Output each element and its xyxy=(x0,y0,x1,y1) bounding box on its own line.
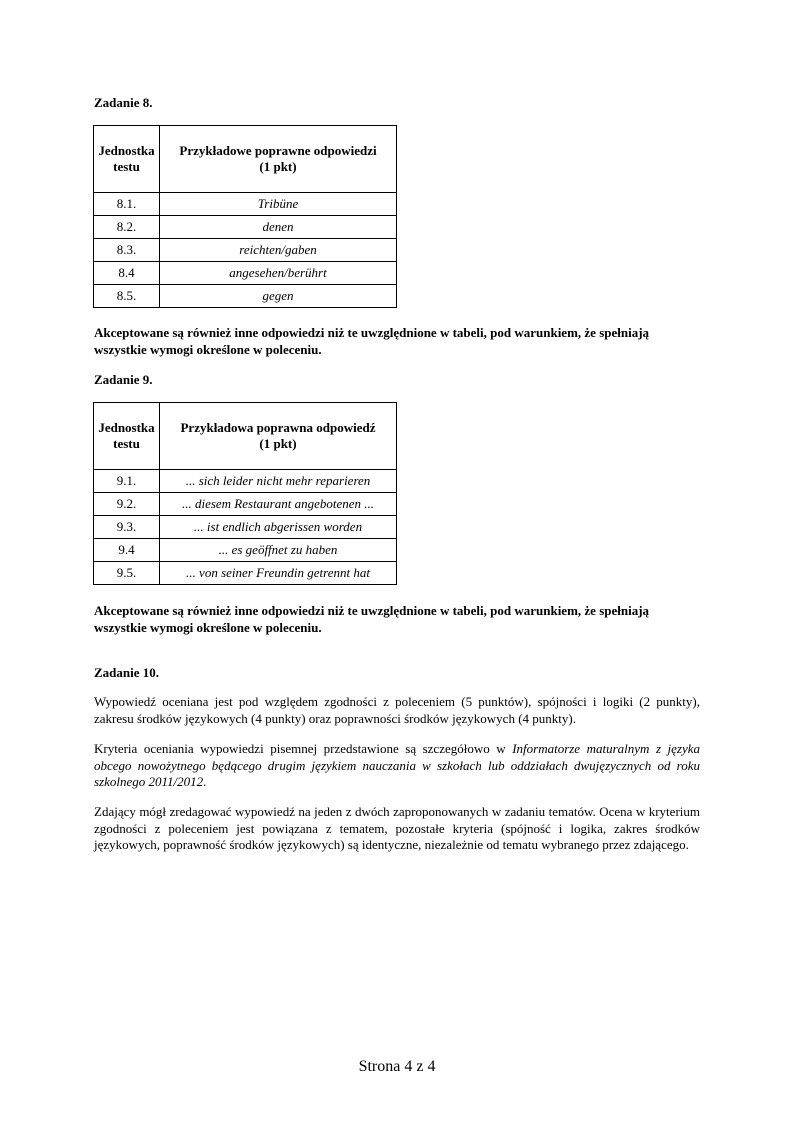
table-row xyxy=(94,493,397,516)
task10-paragraph-1: Wypowiedź oceniana jest pod względem zgodności z poleceniem (5 punktów), spójności i logiki (2 punkty), zakresu środków językowych (4 punkty) oraz poprawności środków językowych (4 punkty). xyxy=(94,694,700,726)
unit-cell: 8.5. xyxy=(94,285,160,308)
answer-cell: ... diesem Restaurant angebotenen ... xyxy=(160,493,397,516)
unit-cell: 8.3. xyxy=(94,239,160,262)
table-row xyxy=(94,216,397,239)
unit-cell: 9.5. xyxy=(94,562,160,585)
header-unit: Jednostka testu xyxy=(94,403,160,470)
task8-heading: Zadanie 8. xyxy=(94,95,153,110)
task9-heading: Zadanie 9. xyxy=(94,372,153,387)
table-row xyxy=(94,193,397,216)
unit-cell: 8.4 xyxy=(94,262,160,285)
table-row xyxy=(94,539,397,562)
answer-cell: denen xyxy=(160,216,397,239)
task10-paragraph-2: Kryteria oceniania wypowiedzi pisemnej przedstawione są szczegółowo w Informatorze maturalnym z języka obcego nowożytnego będącego drugim językiem nauczania w szkołach lub oddziałach dwujęzycznych od roku szkolnego 2011/2012. xyxy=(94,741,701,789)
task8-note: Akceptowane są również inne odpowiedzi niż te uwzględnione w tabeli, pod warunkiem, że spełniają wszystkie wymogi określone w poleceniu. xyxy=(94,325,650,357)
task10-heading: Zadanie 10. xyxy=(94,665,160,680)
task9-table xyxy=(93,402,397,585)
answer-cell: ... es geöffnet zu haben xyxy=(160,539,397,562)
unit-cell: 9.2. xyxy=(94,493,160,516)
answer-cell: gegen xyxy=(160,285,397,308)
unit-cell: 8.2. xyxy=(94,216,160,239)
answer-cell: angesehen/berührt xyxy=(160,262,397,285)
unit-cell: 9.3. xyxy=(94,516,160,539)
table-row xyxy=(94,239,397,262)
table-header-row xyxy=(94,126,397,193)
task10-paragraph-3: Zdający mógł zredagować wypowiedź na jeden z dwóch zaproponowanych w zadaniu tematów. Ocena w kryterium zgodności z poleceniem jest powiązana z tematem, pozostałe kryteria (spójność i logika, zakres środków językowych, poprawność środków językowych) są identyczne, niezależnie od tematu wybranego przez zdającego. xyxy=(94,804,700,852)
table-row xyxy=(94,516,397,539)
header-answer: Przykładowa poprawna odpowiedź (1 pkt) xyxy=(160,403,397,470)
table-row xyxy=(94,262,397,285)
table-header-row xyxy=(94,403,397,470)
table-row xyxy=(94,285,397,308)
unit-cell: 9.1. xyxy=(94,470,160,493)
header-unit: Jednostka testu xyxy=(94,126,160,193)
answer-cell: Tribüne xyxy=(160,193,397,216)
table-row xyxy=(94,470,397,493)
unit-cell: 8.1. xyxy=(94,193,160,216)
unit-cell: 9.4 xyxy=(94,539,160,562)
header-answer: Przykładowe poprawne odpowiedzi (1 pkt) xyxy=(160,126,397,193)
table-row xyxy=(94,562,397,585)
answer-cell: ... von seiner Freundin getrennt hat xyxy=(160,562,397,585)
page-number: Strona 4 z 4 xyxy=(358,1058,436,1075)
task9-note: Akceptowane są również inne odpowiedzi niż te uwzględnione w tabeli, pod warunkiem, że spełniają wszystkie wymogi określone w poleceniu. xyxy=(94,603,650,635)
answer-cell: ... ist endlich abgerissen worden xyxy=(160,516,397,539)
answer-cell: ... sich leider nicht mehr reparieren xyxy=(160,470,397,493)
task8-table xyxy=(93,125,397,308)
answer-cell: reichten/gaben xyxy=(160,239,397,262)
